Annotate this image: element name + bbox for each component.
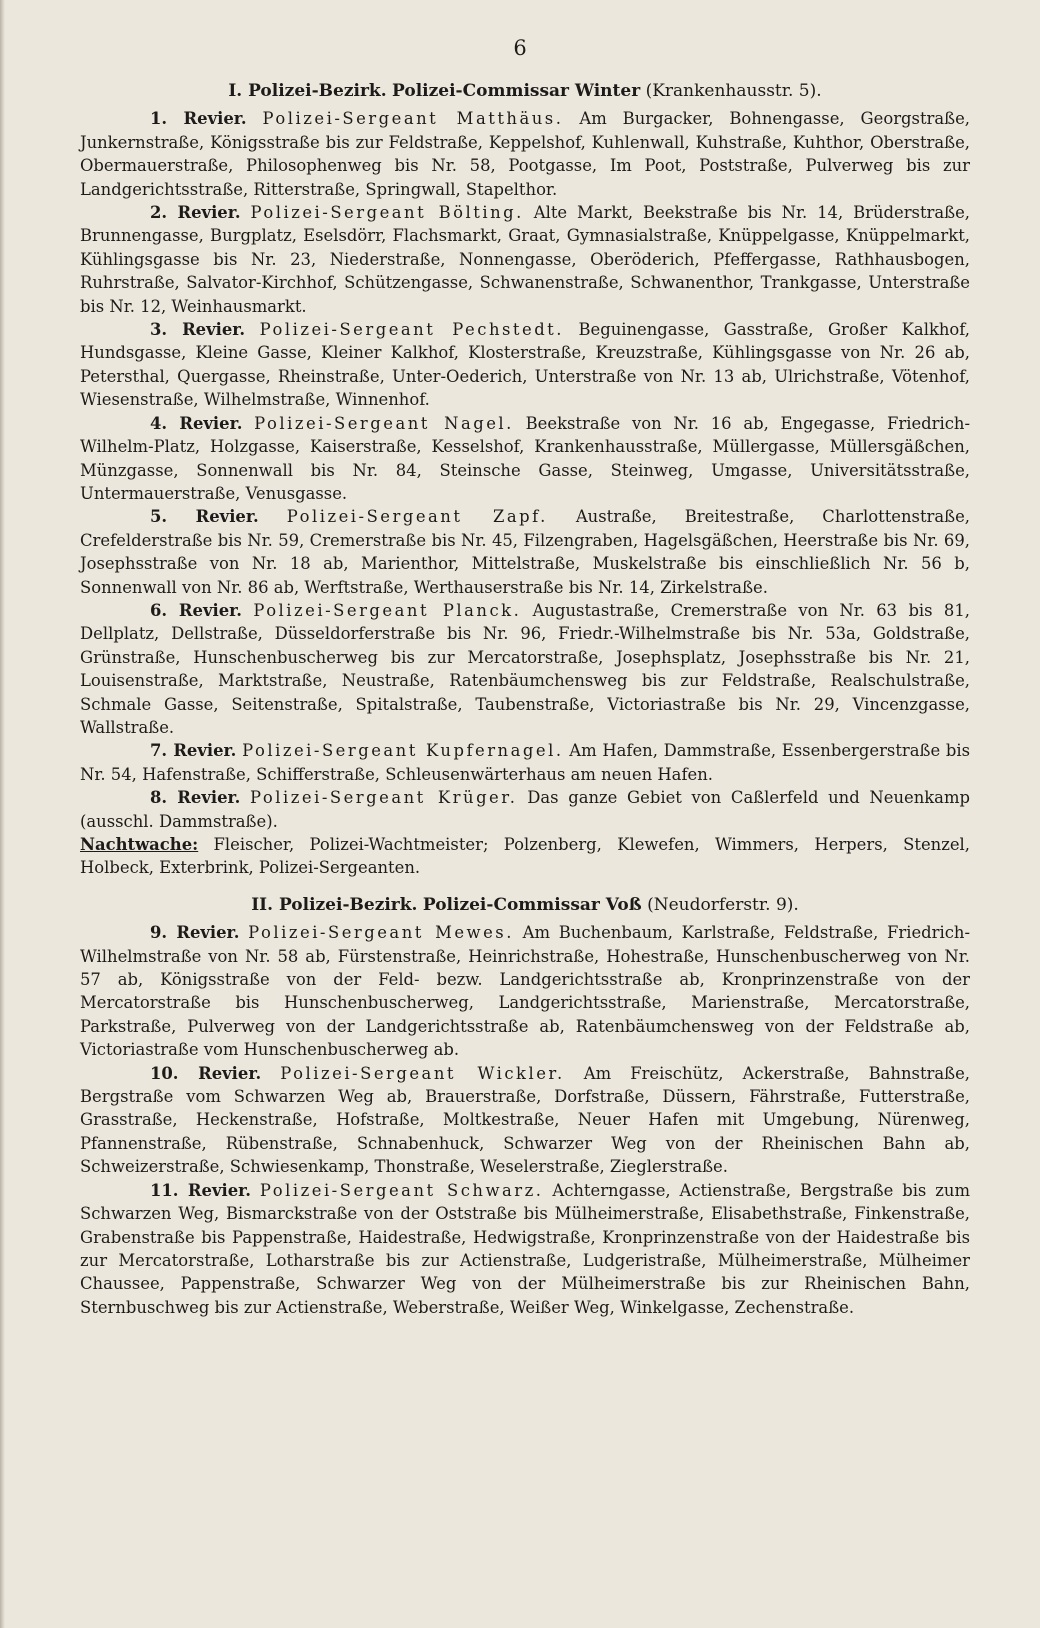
revier-sergeant: Polizei-Sergeant Bölting. [250, 203, 524, 223]
nachtwache-label: Nachtwache: [80, 835, 199, 854]
revier-streets: Beguinengasse, Gasstraße, Großer Kalkhof, Hundsgasse, Kleine Gasse, Kleiner Kalkhof, Klosterstraße, Kreuzstraße, Kühlingsgasse von Nr. 26 ab, Petersthal, Quergasse, Rheinstraße, Unter-Oederich, Unterstraße von Nr. 13 ab, Ulrichstraße, Vötenhof, Wiesenstraße, Wilhelmstraße, Winnenhof. [80, 320, 970, 410]
revier-sergeant: Polizei-Sergeant Zapf. [286, 507, 548, 527]
nachtwache-text: Fleischer, Polizei-Wachtmeister; Polzenberg, Klewefen, Wimmers, Herpers, Stenzel, Holbeck, Exterbrink, Polizei-Sergeanten. [80, 835, 970, 878]
revier-entry [80, 739, 970, 786]
revier-sergeant: Polizei-Sergeant Mewes. [248, 923, 514, 943]
revier-number: 2. Revier. [150, 203, 241, 223]
revier-sergeant: Polizei-Sergeant Kupfernagel. [242, 741, 564, 761]
revier-entry [80, 921, 970, 1061]
revier-number: 4. Revier. [150, 413, 243, 433]
document-body [80, 80, 970, 1319]
revier-entry [80, 1062, 970, 1179]
district-label: II. Polizei-Bezirk. [251, 894, 418, 915]
revier-sergeant: Polizei-Sergeant Planck. [253, 600, 522, 620]
revier-sergeant: Polizei-Sergeant Matthäus. [262, 109, 564, 129]
district-address: (Krankenhausstr. 5). [645, 81, 822, 101]
revier-number: 6. Revier. [150, 600, 242, 620]
revier-streets: Augustastraße, Cremerstraße von Nr. 63 bis 81, Dellplatz, Dellstraße, Düsseldorferstraße bis Nr. 96, Friedr.-Wilhelmstraße bis Nr. 53a, Goldstraße, Grünstraße, Hunschenbuscherweg bis zur Mercatorstraße, Josephsplatz, Josephsstraße bis Nr. 21, Louisenstraße, Marktstraße, Neustraße, Ratenbäumchensweg bis zur Feldstraße, Realschulstraße, Schmale Gasse, Seitenstraße, Spitalstraße, Taubenstraße, Victoriastraße bis Nr. 29, Vincenzgasse, Wallstraße. [80, 600, 970, 737]
revier-number: 8. Revier. [150, 788, 241, 808]
revier-sergeant: Polizei-Sergeant Krüger. [250, 788, 518, 808]
revier-entry [80, 505, 970, 599]
revier-streets: Am Freischütz, Ackerstraße, Bahnstraße, Bergstraße vom Schwarzen Weg ab, Brauerstraße, Dorfstraße, Düssern, Fährstraße, Futterstraße, Grasstraße, Heckenstraße, Hofstraße, Moltkestraße, Neuer Hafen mit Umgebung, Nürenweg, Pfannenstraße, Rübenstraße, Schnabenhuck, Schwarzer Weg von der Rheinischen Bahn ab, Schweizerstraße, Schwiesenkamp, Thonstraße, Weselerstraße, Zieglerstraße. [80, 1063, 971, 1177]
revier-number: 7. Revier. [150, 741, 237, 761]
revier-entry [80, 318, 970, 412]
revier-entry [80, 1179, 970, 1319]
page-edge-shadow [0, 0, 5, 1628]
district-address: (Neudorferstr. 9). [647, 894, 799, 915]
district-2-heading [80, 894, 970, 917]
revier-entry [80, 201, 970, 318]
revier-streets: Am Burgacker, Bohnengasse, Georgstraße, Junkernstraße, Königsstraße bis zur Feldstraße, Keppelshof, Kuhlenwall, Kuhstraße, Kuhthor, Oberstraße, Obermauerstraße, Philosophenweg bis Nr. 58, Pootgasse, Im Poot, Poststraße, Pulverweg bis zur Landgerichtsstraße, Ritterstraße, Springwall, Stapelthor. [80, 109, 971, 199]
revier-number: 9. Revier. [150, 923, 240, 943]
revier-number: 3. Revier. [150, 320, 246, 340]
revier-streets: Alte Markt, Beekstraße bis Nr. 14, Brüderstraße, Brunnengasse, Burgplatz, Eselsdörr, Flachsmarkt, Graat, Gymnasialstraße, Knüppelgasse, Knüppelmarkt, Kühlingsgasse bis Nr. 23, Niederstraße, Nonnengasse, Oberöderich, Pfeffergasse, Rathhausbogen, Ruhrstraße, Salvator-Kirchhof, Schützengasse, Schwanenstraße, Schwanenthor, Trankgasse, Unterstraße bis Nr. 12, Weinhausmarkt. [80, 203, 970, 316]
district-commissar: Polizei-Commissar Voß [422, 894, 642, 915]
revier-streets: Am Buchenbaum, Karlstraße, Feldstraße, Friedrich-Wilhelmstraße von Nr. 58 ab, Fürstenstraße, Heinrichstraße, Hohestraße, Hunschenbuscherweg von Nr. 57 ab, Königsstraße von der Feld- bezw. Landgerichtsstraße ab, Kronprinzenstraße von der Mercatorstraße bis Hunschenbuscherweg, Landgerichtsstraße, Marienstraße, Mercatorstraße, Parkstraße, Pulverweg von der Landgerichtsstraße ab, Ratenbäumchensweg von der Feldstraße ab, Victoriastraße vom Hunschenbuscherweg ab. [80, 923, 971, 1060]
district-1-heading [80, 80, 970, 103]
revier-streets: Austraße, Breitestraße, Charlottenstraße, Crefelderstraße bis Nr. 59, Cremerstraße bis Nr. 45, Filzengraben, Hagelsgäßchen, Heerstraße bis Nr. 69, Josephsstraße von Nr. 18 ab, Marienthor, Mittelstraße, Muskelstraße bis einschließlich Nr. 56 b, Sonnenwall von Nr. 86 ab, Werftstraße, Werthauserstraße bis Nr. 14, Zirkelstraße. [80, 507, 971, 597]
revier-entry [80, 599, 970, 739]
nachtwache-entry [80, 833, 970, 880]
revier-number: 5. Revier. [150, 507, 259, 527]
revier-streets: Achterngasse, Actienstraße, Bergstraße bis zum Schwarzen Weg, Bismarckstraße von der Oststraße bis Mülheimerstraße, Elisabethstraße, Finkenstraße, Grabenstraße bis Pappenstraße, Haidestraße, Hedwigstraße, Kronprinzenstraße von der Haidestraße bis zur Mercatorstraße, Lotharstraße bis zur Actienstraße, Ludgeristraße, Mülheimerstraße, Mülheimer Chaussee, Pappenstraße, Schwarzer Weg von der Mülheimerstraße bis zur Rheinischen Bahn, Sternbuschweg bis zur Actienstraße, Weberstraße, Weißer Weg, Winkelgasse, Zechenstraße. [80, 1180, 970, 1317]
revier-streets: Am Hafen, Dammstraße, Essenbergerstraße bis Nr. 54, Hafenstraße, Schifferstraße, Schleusenwärterhaus am neuen Hafen. [80, 741, 971, 784]
revier-streets: Das ganze Gebiet von Caßlerfeld und Neuenkamp (ausschl. Dammstraße). [80, 788, 970, 831]
revier-number: 10. Revier. [150, 1063, 262, 1083]
page-number: 6 [513, 36, 527, 60]
revier-sergeant: Polizei-Sergeant Pechstedt. [259, 320, 564, 340]
revier-sergeant: Polizei-Sergeant Schwarz. [259, 1180, 544, 1200]
revier-entry [80, 412, 970, 506]
district-commissar: Polizei-Commissar Winter [392, 81, 641, 101]
district-label: I. Polizei-Bezirk. [228, 81, 387, 101]
revier-streets: Beekstraße von Nr. 16 ab, Engegasse, Friedrich-Wilhelm-Platz, Holzgasse, Kaiserstraße, Kesselshof, Krankenhausstraße, Müllergasse, Müllersgäßchen, Münzgasse, Sonnenwall bis Nr. 84, Steinsche Gasse, Steinweg, Umgasse, Universitätsstraße, Untermauerstraße, Venusgasse. [80, 413, 970, 503]
revier-entry [80, 107, 970, 201]
revier-sergeant: Polizei-Sergeant Wickler. [280, 1063, 565, 1083]
revier-sergeant: Polizei-Sergeant Nagel. [254, 413, 514, 433]
revier-number: 1. Revier. [150, 109, 247, 129]
revier-entry [80, 786, 970, 833]
revier-number: 11. Revier. [150, 1180, 251, 1200]
